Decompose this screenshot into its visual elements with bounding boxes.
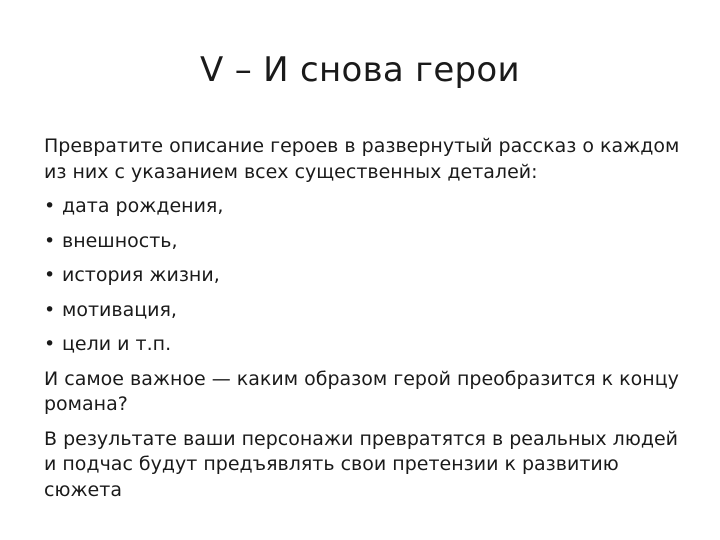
slide-title: V – И снова герои (200, 50, 520, 90)
bullet-item (44, 298, 684, 324)
bullet-list (44, 194, 684, 358)
bullet-text: цели и т.п. (62, 333, 172, 355)
bullet-dot-icon: • (44, 264, 56, 286)
bullet-text: внешность, (62, 229, 178, 252)
result-paragraph: В результате ваши персонажи превратятся в реальных людей и подчас будут предъявлять свои претензии к развитию сюжета (44, 427, 678, 501)
bullet-item (44, 332, 684, 358)
slide-body (44, 134, 684, 512)
bullet-item (44, 229, 684, 255)
bullet-item (44, 194, 684, 220)
bullet-text: мотивация, (62, 298, 177, 321)
intro-paragraph: Превратите описание героев в развернутый рассказ о каждом из них с указанием всех существенных деталей: (44, 135, 680, 183)
bullet-dot-icon: • (44, 195, 56, 217)
key-question-paragraph: И самое важное — каким образом герой преобразится к концу романа? (44, 367, 679, 415)
bullet-dot-icon: • (44, 333, 56, 355)
bullet-dot-icon: • (44, 229, 56, 252)
bullet-dot-icon: • (44, 298, 56, 321)
bullet-text: дата рождения, (62, 195, 224, 217)
bullet-text: история жизни, (62, 264, 220, 286)
bullet-item (44, 263, 684, 289)
